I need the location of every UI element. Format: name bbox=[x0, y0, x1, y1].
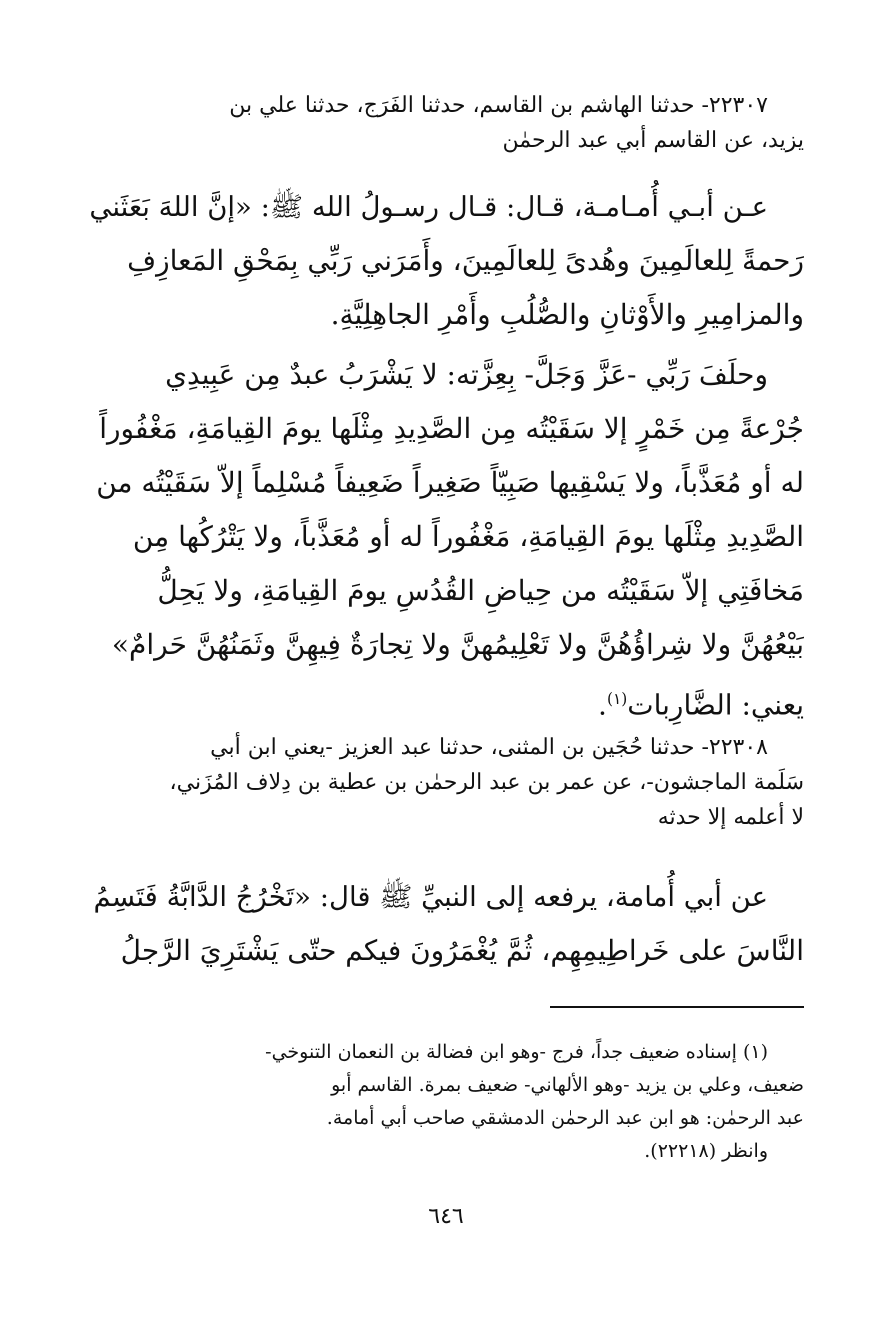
footnote-line: ضعيف، وعلي بن يزيد -وهو الألهاني- ضعيف بمرة. القاسم أبو bbox=[331, 1074, 804, 1096]
footnote-line: (١) إسناده ضعيف جداً، فرج -وهو ابن فضالة بن النعمان التنوخي- bbox=[265, 1041, 768, 1063]
hadith-22307-text-paragraph-1 bbox=[88, 180, 804, 342]
footnote-reference[interactable]: (١) bbox=[606, 690, 628, 708]
text-line: له أو مُعَذَّباً، ولا يَسْقِيها صَبِيّاً صَغِيراً ضَعِيفاً مُسْلِماً إلاّ سَقَيْتُه من bbox=[96, 466, 804, 499]
hadith-22308-chain bbox=[88, 730, 804, 835]
hadith-22307-text-paragraph-2 bbox=[88, 348, 804, 732]
text-last-period: . bbox=[598, 688, 607, 722]
text-line: عن أبي أُمامة، يرفعه إلى النبيِّ ﷺ قال: «تَخْرُجُ الدَّابَّةُ فَتَسِمُ bbox=[93, 881, 768, 913]
footnote-line: وانظر (٢٢٢١٨). bbox=[644, 1140, 768, 1162]
text-last-words: يعني: الضَّارِبات bbox=[627, 688, 804, 722]
text-line-last bbox=[88, 672, 804, 732]
hadith-22307-chain bbox=[88, 88, 804, 158]
chain-line: ٢٢٣٠٧- حدثنا الهاشم بن القاسم، حدثنا الفَرَج، حدثنا علي بن bbox=[229, 93, 768, 118]
text-line: النَّاسَ على خَراطِيمِهِم، ثُمَّ يُغْمَرُونَ فيكم حتّى يَشْتَرِيَ الرَّجلُ bbox=[120, 934, 804, 967]
text-line: رَحمةً لِلعالَمِينَ وهُدىً لِلعالَمِينَ، وأَمَرَني رَبِّي بِمَحْقِ المَعازِفِ bbox=[127, 244, 804, 277]
footnote-line: عبد الرحمٰن: هو ابن عبد الرحمٰن الدمشقي صاحب أبي أمامة. bbox=[326, 1107, 804, 1129]
text-line: وحلَفَ رَبِّي -عَزَّ وَجَلَّ- بِعِزَّته: لا يَشْرَبُ عبدٌ مِن عَبِيدِي bbox=[165, 358, 768, 391]
text-line: جُرْعةً مِن خَمْرٍ إلا سَقَيْتُه مِن الصَّدِيدِ مِثْلَها يومَ القِيامَةِ، مَغْفُوراً bbox=[99, 412, 804, 445]
text-line: عـن أبـي أُمـامـة، قـال: قـال رسـولُ الله ﷺ: «إنَّ اللهَ بَعَثَني bbox=[89, 191, 768, 223]
chain-line: ٢٢٣٠٨- حدثنا حُجَين بن المثنى، حدثنا عبد العزيز -يعني ابن أبي bbox=[210, 735, 768, 760]
text-line: الصَّدِيدِ مِثْلَها يومَ القِيامَةِ، مَغْفُوراً له أو مُعَذَّباً، ولا يَتْرُكُها مِن bbox=[132, 520, 804, 553]
page-number: ٦٤٦ bbox=[428, 1204, 464, 1229]
text-line: بَيْعُهُنَّ ولا شِراؤُهُنَّ ولا تَعْلِيمُهنَّ ولا تِجارَةٌ فِيهِنَّ وثَمَنُهُنَّ حَرامٌ» bbox=[111, 628, 804, 661]
text-line: مَخافَتِي إلاّ سَقَيْتُه من حِياضِ القُدُسِ يومَ القِيامَةِ، ولا يَحِلُّ bbox=[157, 574, 804, 607]
footnote-separator bbox=[550, 1006, 804, 1008]
text-line: والمزامِيرِ والأَوْثانِ والصُّلُبِ وأَمْرِ الجاهِلِيَّةِ. bbox=[330, 298, 804, 331]
footnote bbox=[88, 1036, 804, 1168]
hadith-22308-text bbox=[88, 870, 804, 978]
chain-line: لا أعلمه إلا حدثه bbox=[657, 805, 804, 830]
chain-line: يزيد، عن القاسم أبي عبد الرحمٰن bbox=[502, 128, 804, 153]
chain-line: سَلَمة الماجشون-، عن عمر بن عبد الرحمٰن بن عطية بن دِلاف المُزَني، bbox=[169, 770, 804, 795]
